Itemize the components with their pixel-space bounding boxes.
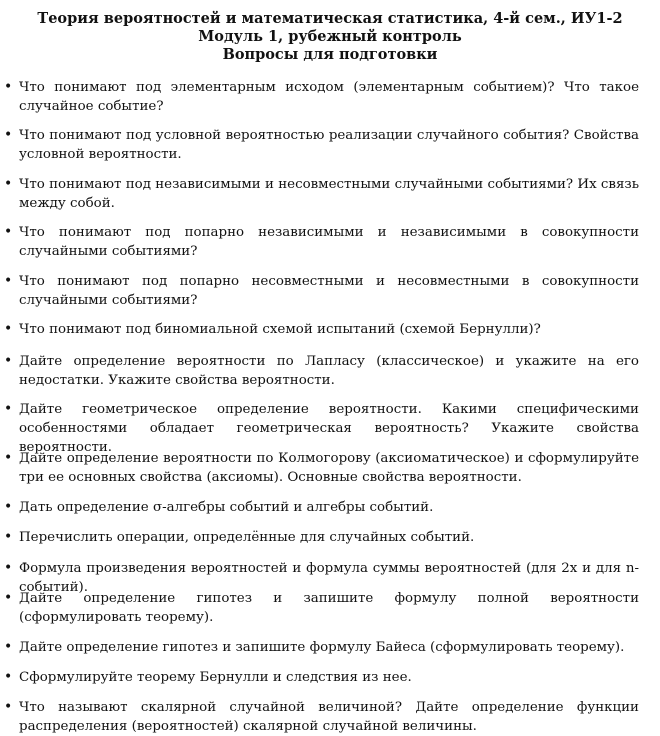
bullet-icon: • [4, 499, 13, 515]
bullet-icon: • [4, 669, 13, 685]
question-text: Дайте определение вероятности по Колмогорову (аксиоматическое) и сформулируйте три ее основных свойства (аксиомы). Основные свойства вероятности. [19, 451, 639, 485]
bullet-icon: • [4, 127, 13, 143]
question-text: Что понимают под попарно независимыми и независимыми в совокупности случайными событиями? [19, 225, 639, 259]
bullet-icon: • [4, 529, 13, 545]
question-text: Что понимают под независимыми и несовместными случайными событиями? Их связь между собой. [19, 177, 639, 211]
question-text: Перечислить операции, определённые для случайных событий. [19, 530, 475, 545]
section-title: Вопросы для подготовки [222, 46, 438, 63]
bullet-icon: • [4, 560, 13, 576]
bullet-icon: • [4, 321, 13, 337]
question-text: Что называют скалярной случайной величиной? Дайте определение функции распределения (вероятностей) скалярной случайной величины. [19, 700, 639, 734]
bullet-icon: • [4, 224, 13, 240]
bullet-icon: • [4, 273, 13, 289]
question-text: Дайте определение гипотез и запишите формулу Байеса (сформулировать теорему). [19, 640, 625, 655]
question-text: Сформулируйте теорему Бернулли и следствия из нее. [19, 670, 412, 685]
question-text: Формула произведения вероятностей и формула суммы вероятностей (для 2х и для n-событий). [19, 561, 639, 595]
document-header [0, 10, 660, 64]
bullet-icon: • [4, 79, 13, 95]
bullet-icon: • [4, 590, 13, 606]
question-text: Что понимают под биномиальной схемой испытаний (схемой Бернулли)? [19, 322, 541, 337]
question-text: Дайте определение вероятности по Лапласу (классическое) и укажите на его недостатки. Укажите свойства вероятности. [19, 354, 639, 388]
bullet-icon: • [4, 699, 13, 715]
question-text: Дайте геометрическое определение вероятности. Какими специфическими особенностями обладает геометрическая вероятность? Укажите свойства вероятности. [19, 402, 639, 455]
question-text: Что понимают под условной вероятностью реализации случайного события? Свойства условной вероятности. [19, 128, 639, 162]
question-text: Дайте определение гипотез и запишите формулу полной вероятности (сформулировать теорему). [19, 591, 639, 625]
bullet-icon: • [4, 176, 13, 192]
module-title: Модуль 1, рубежный контроль [198, 28, 462, 45]
bullet-icon: • [4, 639, 13, 655]
bullet-icon: • [4, 401, 13, 417]
bullet-icon: • [4, 450, 13, 466]
question-text: Что понимают под элементарным исходом (элементарным событием)? Что такое случайное событие? [19, 80, 639, 114]
question-text: Что понимают под попарно несовместными и несовместными в совокупности случайными событиями? [19, 274, 639, 308]
bullet-icon: • [4, 353, 13, 369]
question-text: Дать определение σ-алгебры событий и алгебры событий. [19, 500, 434, 515]
course-title: Теория вероятностей и математическая статистика, 4-й сем., ИУ1-2 [37, 10, 623, 27]
